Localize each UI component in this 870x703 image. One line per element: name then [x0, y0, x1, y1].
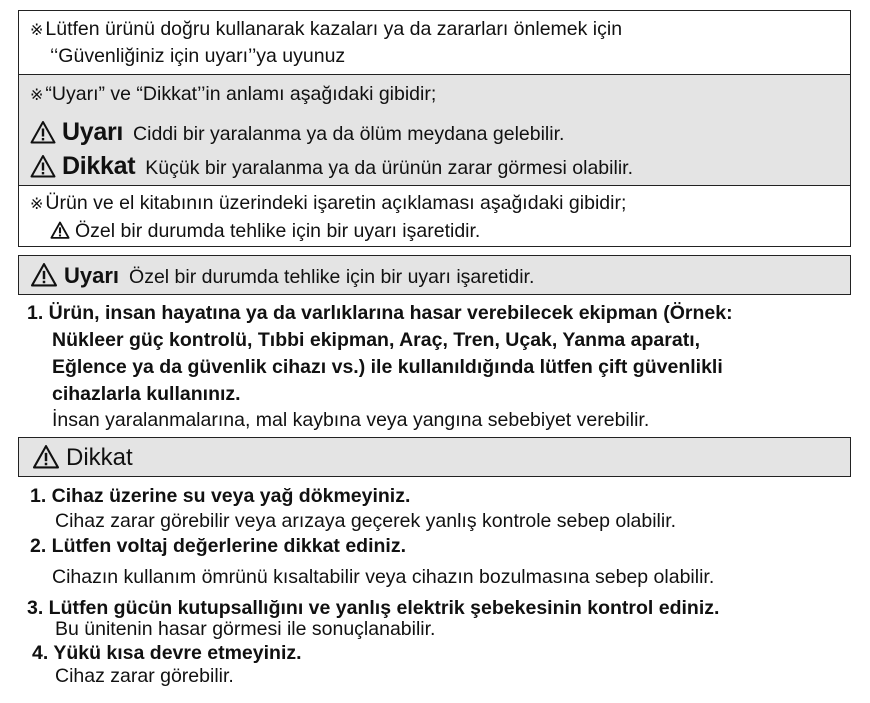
symbol-explanation: Özel bir durumda tehlike için bir uyarı işaretidir. — [50, 219, 480, 243]
uyari-item-1-note: İnsan yaralanmalarına, mal kaybına veya yangına sebebiyet verebilir. — [52, 409, 650, 431]
uyari-label: Uyarı — [62, 118, 124, 146]
meaning-uyari-row — [30, 118, 564, 148]
reference-mark-icon: ※ — [30, 196, 44, 213]
uyari-section-label: Uyarı — [64, 263, 120, 288]
reference-mark-icon: ※ — [30, 87, 44, 104]
meaning-dikkat-row — [30, 152, 633, 182]
uyari-item-1-line-3: Eğlence ya da güvenlik cihazı vs.) ile kullanıldığında lütfen çift güvenlikli — [52, 356, 723, 378]
dikkat-item-2-title: 2. Lütfen voltaj değerlerine dikkat ediniz. — [30, 535, 407, 557]
warning-triangle-icon — [30, 262, 58, 287]
dikkat-meaning-text: Küçük bir yaralanma ya da ürünün zarar görmesi olabilir. — [145, 157, 633, 179]
uyari-item-1-line-2: Nükleer güç kontrolü, Tıbbi ekipman, Araç, Tren, Uçak, Yanma aparatı, — [52, 329, 701, 351]
uyari-item-1-line-1: 1. Ürün, insan hayatına ya da varlıklarına hasar verebilecek ekipman (Örnek: — [27, 302, 733, 324]
intro-line-1: ※ Lütfen ürünü doğru kullanarak kazaları ya da zararları önlemek için — [30, 18, 623, 40]
warning-triangle-icon — [32, 444, 60, 469]
reference-mark-icon: ※ — [30, 22, 44, 39]
uyari-meaning-text: Ciddi bir yaralanma ya da ölüm meydana gelebilir. — [133, 123, 565, 145]
dikkat-section-label: Dikkat — [66, 444, 133, 471]
uyari-item-1-line-4: cihazlarla kullanınız. — [52, 383, 241, 405]
dikkat-item-3-title: 3. Lütfen gücün kutupsallığını ve yanlış elektrik şebekesinin kontrol ediniz. — [27, 597, 720, 619]
dikkat-item-4-title: 4. Yükü kısa devre etmeyiniz. — [32, 642, 302, 664]
warning-triangle-icon — [30, 154, 56, 178]
dikkat-label: Dikkat — [62, 152, 136, 180]
dikkat-item-4-note: Cihaz zarar görebilir. — [55, 665, 234, 687]
dikkat-item-3-note: Bu ünitenin hasar görmesi ile sonuçlanabilir. — [55, 618, 436, 640]
symbol-heading: ※ Ürün ve el kitabının üzerindeki işaretin açıklaması aşağıdaki gibidir; — [30, 192, 627, 214]
dikkat-section-header — [32, 444, 133, 473]
warning-triangle-icon — [50, 221, 70, 239]
dikkat-item-2-note: Cihazın kullanım ömrünü kısaltabilir veya cihazın bozulmasına sebep olabilir. — [52, 566, 715, 588]
uyari-section-header — [30, 262, 534, 291]
intro-line-2: ‘‘Güvenliğiniz için uyarı’’ya uyunuz — [50, 45, 346, 67]
dikkat-item-1-title: 1. Cihaz üzerine su veya yağ dökmeyiniz. — [30, 485, 411, 507]
uyari-section-text: Özel bir durumda tehlike için bir uyarı işaretidir. — [129, 266, 535, 288]
dikkat-item-1-note: Cihaz zarar görebilir veya arızaya geçerek yanlış kontrole sebep olabilir. — [55, 510, 677, 532]
warning-triangle-icon — [30, 120, 56, 144]
dikkat-header-box — [18, 437, 851, 477]
meaning-heading: ※ “Uyarı” ve “Dikkat’’in anlamı aşağıdaki gibidir; — [30, 83, 437, 105]
